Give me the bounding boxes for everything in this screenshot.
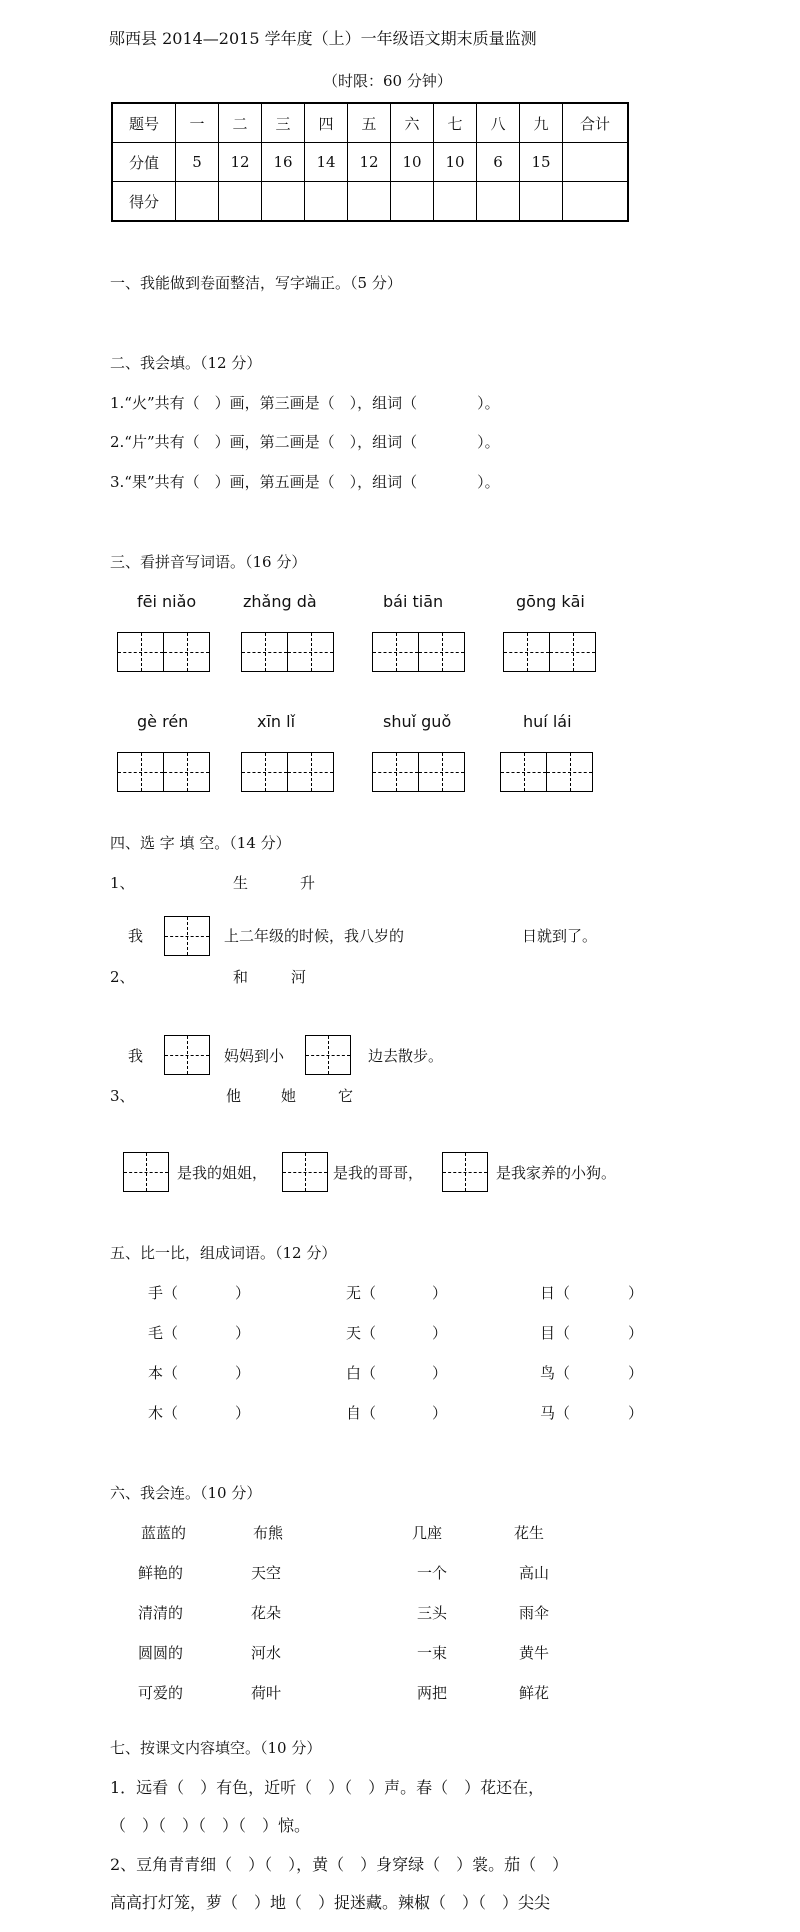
text-line: 2、豆角青青细（ ）（ ），黄（ ）身穿绿（ ）裳。茄（ ）	[110, 1855, 569, 1874]
compare-item: 马（	[540, 1404, 571, 1422]
bracket-close: ）	[628, 1284, 644, 1302]
match-item[interactable]: 布熊	[253, 1524, 284, 1542]
page-title: 郧西县 2014—2015 学年度（上）一年级语文期末质量监测	[109, 29, 537, 48]
sentence-text: 是我家养的小狗。	[496, 1164, 617, 1182]
answer-box[interactable]	[164, 1035, 210, 1075]
pinyin-label: huí lái	[523, 712, 572, 731]
compare-item: 毛（	[148, 1324, 179, 1342]
bracket-close: ）	[628, 1364, 644, 1382]
score-table	[111, 102, 629, 222]
text-line: 高高打灯笼，萝（ ）地（ ）捉迷藏。辣椒（ ）（ ）尖尖	[110, 1893, 551, 1912]
table-cell: 六	[391, 103, 434, 143]
sentence-text: 边去散步。	[368, 1047, 444, 1065]
section-5-title: 五、比一比，组成词语。（12 分）	[110, 1244, 337, 1262]
fill-item: 1.“火”共有（ ）画，第三画是（ ），组词（ ）。	[110, 394, 500, 412]
answer-box[interactable]	[442, 1152, 488, 1192]
pinyin-label: shuǐ guǒ	[383, 712, 452, 731]
match-item[interactable]: 三头	[417, 1604, 448, 1622]
match-item[interactable]: 高山	[519, 1564, 550, 1582]
section-1-title: 一、我能做到卷面整洁，写字端正。（5 分）	[110, 274, 402, 292]
writing-grid[interactable]	[117, 632, 210, 672]
sentence-text: 我	[128, 1047, 144, 1065]
choice-char: 升	[300, 874, 316, 892]
compare-item: 无（	[346, 1284, 377, 1302]
choice-char: 和	[233, 968, 249, 986]
question-number: 2、	[110, 968, 135, 986]
answer-box[interactable]	[164, 916, 210, 956]
compare-item: 木（	[148, 1404, 179, 1422]
sentence-text: 上二年级的时候，我八岁的	[224, 927, 405, 945]
bracket-close: ）	[432, 1404, 448, 1422]
choice-char: 她	[281, 1087, 297, 1105]
score-input-cell[interactable]	[477, 182, 520, 222]
bracket-close: ）	[432, 1324, 448, 1342]
score-input-cell[interactable]	[305, 182, 348, 222]
table-cell: 五	[348, 103, 391, 143]
table-cell: 分值	[112, 143, 176, 182]
answer-box[interactable]	[305, 1035, 351, 1075]
match-item[interactable]: 两把	[417, 1684, 448, 1702]
writing-grid[interactable]	[241, 752, 334, 792]
section-6-title: 六、我会连。（10 分）	[110, 1484, 262, 1502]
writing-grid[interactable]	[241, 632, 334, 672]
table-cell: 12	[219, 143, 262, 182]
table-cell: 得分	[112, 182, 176, 222]
table-cell: 一	[176, 103, 219, 143]
choice-char: 它	[338, 1087, 354, 1105]
match-item[interactable]: 清清的	[138, 1604, 184, 1622]
answer-box[interactable]	[282, 1152, 328, 1192]
pinyin-label: gōng kāi	[516, 592, 585, 611]
score-input-cell[interactable]	[348, 182, 391, 222]
writing-grid[interactable]	[503, 632, 596, 672]
table-cell: 10	[434, 143, 477, 182]
match-item[interactable]: 几座	[412, 1524, 443, 1542]
bracket-close: ）	[235, 1404, 251, 1422]
sentence-text: 我	[128, 927, 144, 945]
sentence-text: 是我的哥哥，	[333, 1164, 424, 1182]
table-cell: 15	[520, 143, 563, 182]
compare-item: 鸟（	[540, 1364, 571, 1382]
match-item[interactable]: 雨伞	[519, 1604, 550, 1622]
score-input-cell[interactable]	[434, 182, 477, 222]
score-input-cell[interactable]	[520, 182, 563, 222]
pinyin-label: fēi niǎo	[137, 592, 197, 611]
score-input-cell[interactable]	[176, 182, 219, 222]
compare-item: 本（	[148, 1364, 179, 1382]
compare-item: 手（	[148, 1284, 179, 1302]
writing-grid[interactable]	[372, 632, 465, 672]
score-input-cell[interactable]	[563, 182, 629, 222]
writing-grid[interactable]	[500, 752, 593, 792]
table-cell: 四	[305, 103, 348, 143]
compare-item: 白（	[346, 1364, 377, 1382]
text-line: （ ）（ ）（ ）（ ）惊。	[110, 1816, 311, 1835]
compare-item: 日（	[540, 1284, 571, 1302]
score-input-cell[interactable]	[391, 182, 434, 222]
question-number: 3、	[110, 1087, 135, 1105]
score-input-cell[interactable]	[262, 182, 305, 222]
table-cell: 合计	[563, 103, 629, 143]
match-item[interactable]: 圆圆的	[138, 1644, 184, 1662]
table-row	[112, 182, 628, 222]
time-limit: （时限：60 分钟）	[323, 72, 452, 90]
table-cell: 题号	[112, 103, 176, 143]
match-item[interactable]: 一个	[417, 1564, 448, 1582]
table-cell: 二	[219, 103, 262, 143]
match-item[interactable]: 花朵	[251, 1604, 282, 1622]
fill-item: 2.“片”共有（ ）画，第二画是（ ），组词（ ）。	[110, 433, 500, 451]
choice-char: 他	[226, 1087, 242, 1105]
writing-grid[interactable]	[372, 752, 465, 792]
table-cell: 七	[434, 103, 477, 143]
table-cell: 16	[262, 143, 305, 182]
pinyin-label: zhǎng dà	[243, 592, 317, 611]
table-row	[112, 143, 628, 182]
table-row	[112, 103, 628, 143]
match-item[interactable]: 黄牛	[519, 1644, 550, 1662]
bracket-close: ）	[628, 1324, 644, 1342]
sentence-text: 妈妈到小	[224, 1047, 285, 1065]
match-item[interactable]: 河水	[251, 1644, 282, 1662]
table-cell: 三	[262, 103, 305, 143]
bracket-close: ）	[628, 1404, 644, 1422]
match-item[interactable]: 可爱的	[138, 1684, 184, 1702]
table-cell	[563, 143, 629, 182]
table-cell: 10	[391, 143, 434, 182]
bracket-close: ）	[235, 1324, 251, 1342]
match-item[interactable]: 荷叶	[251, 1684, 282, 1702]
match-item[interactable]: 花生	[514, 1524, 545, 1542]
answer-box[interactable]	[123, 1152, 169, 1192]
section-7-title: 七、按课文内容填空。（10 分）	[110, 1739, 322, 1757]
sentence-text: 日就到了。	[522, 927, 598, 945]
match-item[interactable]: 一束	[417, 1644, 448, 1662]
writing-grid[interactable]	[117, 752, 210, 792]
table-cell: 九	[520, 103, 563, 143]
compare-item: 自（	[346, 1404, 377, 1422]
section-2-title: 二、我会填。（12 分）	[110, 354, 262, 372]
compare-item: 天（	[346, 1324, 377, 1342]
match-item[interactable]: 蓝蓝的	[141, 1524, 187, 1542]
text-line: 1．远看（ ）有色，近听（ ）（ ）声。春（ ）花还在，	[110, 1778, 545, 1797]
choice-char: 河	[291, 968, 307, 986]
score-input-cell[interactable]	[219, 182, 262, 222]
section-3-title: 三、看拼音写词语。（16 分）	[110, 553, 307, 571]
table-cell: 6	[477, 143, 520, 182]
match-item[interactable]: 天空	[251, 1564, 282, 1582]
table-cell: 八	[477, 103, 520, 143]
pinyin-label: gè rén	[137, 712, 189, 731]
choice-char: 生	[233, 874, 249, 892]
pinyin-label: bái tiān	[383, 592, 444, 611]
bracket-close: ）	[432, 1284, 448, 1302]
table-cell: 5	[176, 143, 219, 182]
match-item[interactable]: 鲜艳的	[138, 1564, 184, 1582]
table-cell: 12	[348, 143, 391, 182]
compare-item: 目（	[540, 1324, 571, 1342]
question-number: 1、	[110, 874, 135, 892]
fill-item: 3.“果”共有（ ）画，第五画是（ ），组词（ ）。	[110, 473, 500, 491]
section-4-title: 四、选 字 填 空。（14 分）	[110, 834, 291, 852]
bracket-close: ）	[235, 1284, 251, 1302]
table-cell: 14	[305, 143, 348, 182]
bracket-close: ）	[432, 1364, 448, 1382]
bracket-close: ）	[235, 1364, 251, 1382]
match-item[interactable]: 鲜花	[519, 1684, 550, 1702]
pinyin-label: xīn lǐ	[257, 712, 296, 731]
sentence-text: 是我的姐姐，	[177, 1164, 268, 1182]
